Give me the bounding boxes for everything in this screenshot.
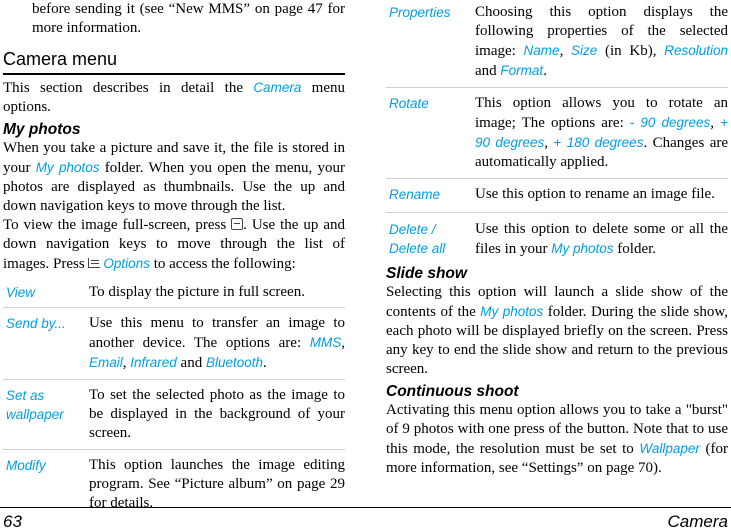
option-term: Rotate (386, 88, 475, 179)
option-term: View (3, 279, 89, 308)
option-row (3, 279, 345, 308)
option-row (386, 0, 728, 88)
option-desc: This option launches the image editing program. See “Picture album” on page 29 for details. (89, 457, 345, 511)
my-photos-folder-link[interactable]: My photos (551, 241, 614, 256)
left-column (3, 0, 345, 513)
option-row (386, 213, 728, 262)
option-desc: To display the picture in full screen. (89, 279, 345, 308)
format-link[interactable]: Format (500, 63, 544, 78)
intro-note (32, 0, 345, 38)
mms-link[interactable]: MMS (309, 335, 342, 350)
option-desc: Choosing this option displays the following properties of the selected image: Name, Size (in Kb), Resolution and Format. (475, 0, 728, 88)
size-link[interactable]: Size (571, 43, 598, 58)
option-term: Rename (386, 179, 475, 213)
my-photos-paragraph-1: When you take a picture and save it, the file is stored in your My photos folder. When you open the menu, your photos are displayed as thumbnails. Use the up and down navigation keys to move through the list. (3, 140, 345, 214)
minus-90-link[interactable]: - 90 degrees (629, 115, 711, 130)
left-options-table (3, 279, 345, 513)
option-row (386, 88, 728, 179)
menu-key-icon (88, 258, 100, 268)
camera-link[interactable]: Camera (253, 80, 302, 95)
option-desc: This option allows you to rotate an image; The options are: - 90 degrees, + 90 degrees, + 180 degrees. Changes are automatically applied. (475, 88, 728, 179)
continuous-shoot-paragraph: Activating this menu option allows you to take a "burst" of 9 photos with one press of the button. Note that to use this mode, the resolution must be set to Wallpaper (for more information, see “Settings” on page 70). (386, 402, 728, 476)
options-link[interactable]: Options (103, 256, 150, 271)
my-photos-paragraph-2: To view the image full-screen, press . Use the up and down navigation keys to move through the list of images. Press Options to access the following: (3, 217, 345, 272)
option-term: Properties (386, 0, 475, 88)
option-term: Send by... (3, 308, 89, 380)
option-term: Set as wallpaper (3, 380, 89, 450)
infrared-link[interactable]: Infrared (130, 355, 177, 370)
option-desc: Use this menu to transfer an image to another device. The options are: MMS, Email, Infrared and Bluetooth. (89, 308, 345, 380)
slide-show-title: Slide show (386, 265, 467, 282)
resolution-link[interactable]: Resolution (664, 43, 728, 58)
my-photos-link[interactable]: My photos (35, 160, 100, 175)
option-desc: Use this option to delete some or all the files in your My photos folder. (475, 221, 728, 257)
right-column (386, 0, 728, 478)
option-row (386, 179, 728, 213)
email-link[interactable]: Email (89, 355, 123, 370)
option-row (3, 308, 345, 380)
intro-note-text: before sending it (see “New MMS” on page 47 for more information. (32, 1, 345, 36)
plus-90-link[interactable]: + 90 degrees (475, 115, 728, 150)
section-title: Camera menu (3, 38, 345, 75)
section-intro: This section describes in detail the Camera menu options. (3, 80, 345, 115)
continuous-shoot-title: Continuous shoot (386, 383, 519, 400)
option-term: Delete / Delete all (389, 222, 446, 256)
slide-show-paragraph: Selecting this option will launch a slide show of the contents of the My photos folder. During the slide show, each photo will be displayed briefly on the screen. Press any key to end the slide show and return to the previous screen. (386, 284, 728, 377)
ok-key-icon (231, 218, 243, 230)
my-photos-title: My photos (3, 121, 81, 138)
page-footer (0, 507, 731, 530)
wallpaper-link[interactable]: Wallpaper (639, 441, 700, 456)
bluetooth-link[interactable]: Bluetooth (205, 355, 264, 370)
footer-section: Camera (667, 512, 728, 531)
page-number: 63 (3, 512, 22, 531)
slide-show-my-photos-link[interactable]: My photos (480, 304, 544, 319)
plus-180-link[interactable]: + 180 degrees (553, 135, 644, 150)
option-desc: Use this option to rename an image file. (475, 179, 728, 213)
right-options-table (386, 0, 728, 261)
option-term: Modify (6, 458, 46, 473)
option-row (3, 380, 345, 450)
option-row (3, 450, 345, 514)
option-desc: To set the selected photo as the image to be displayed in the background of your screen. (89, 380, 345, 450)
name-link[interactable]: Name (523, 43, 560, 58)
